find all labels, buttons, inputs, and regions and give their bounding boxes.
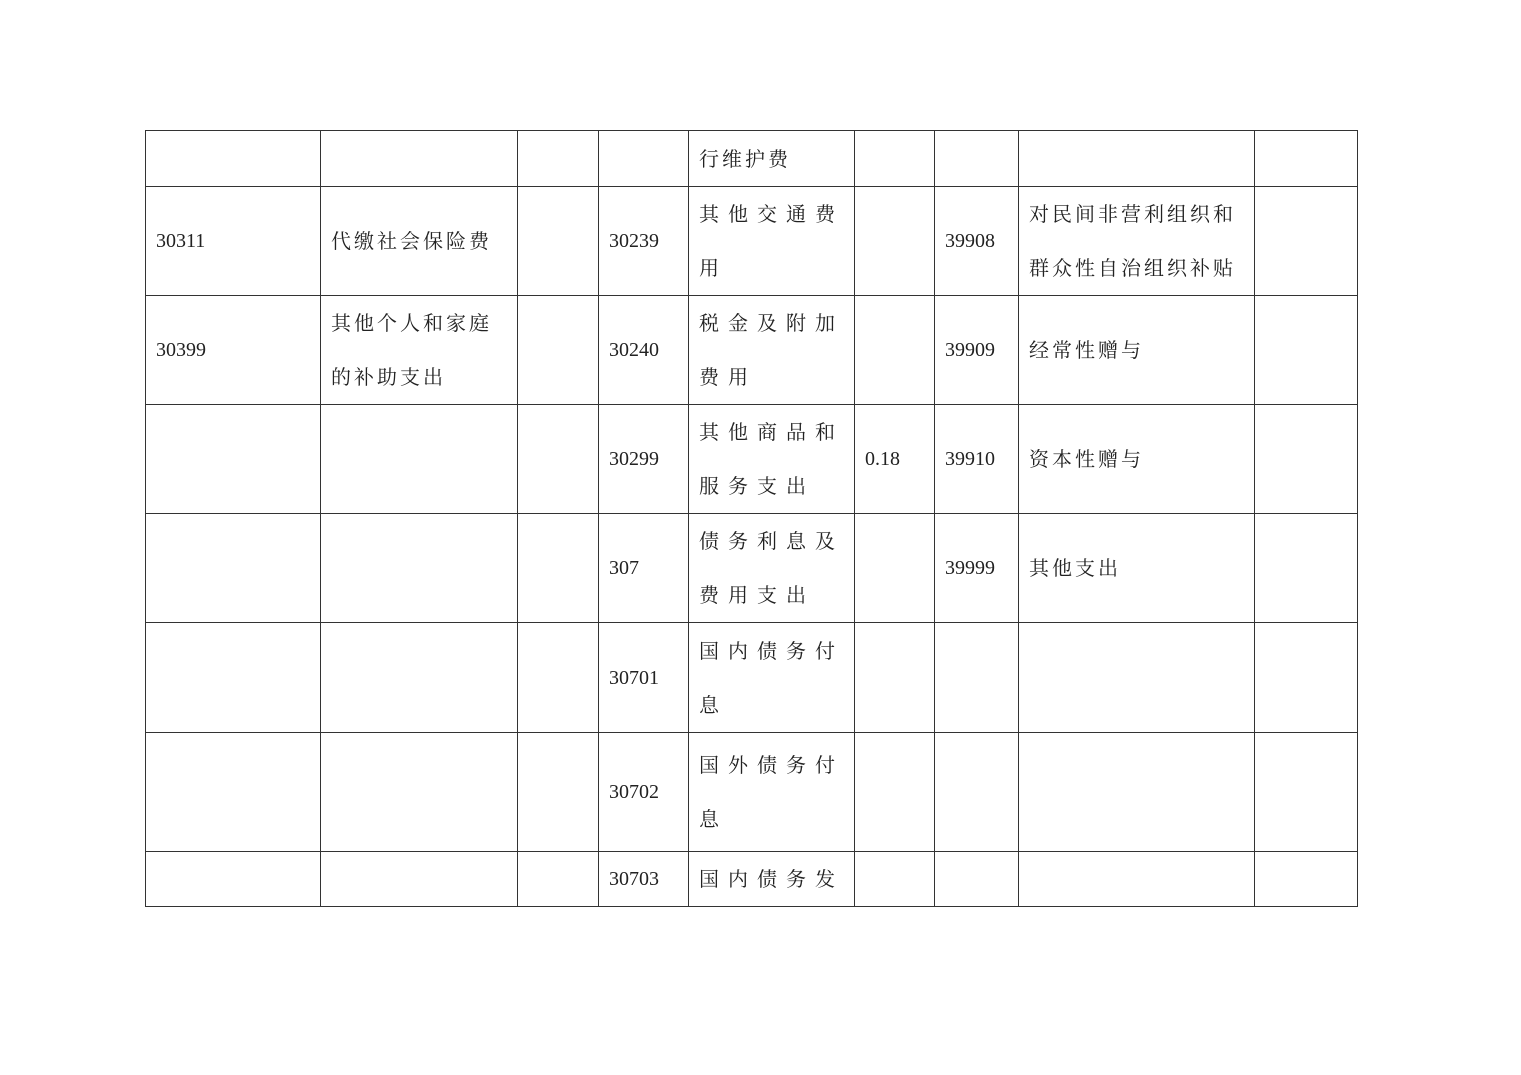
table-cell-amount-b [855, 296, 935, 405]
table-cell-code-b: 30299 [599, 405, 689, 514]
table-cell-amount-b [855, 187, 935, 296]
table-cell-code-a [146, 514, 321, 623]
table-cell-name-a: 代缴社会保险费 [321, 187, 518, 296]
table-cell-amount-a [518, 623, 599, 733]
table-cell-amount-c [1255, 131, 1358, 187]
table-cell-code-c [935, 623, 1019, 733]
table-cell-name-c [1019, 131, 1255, 187]
table-cell-amount-c [1255, 187, 1358, 296]
table-cell-amount-b [855, 514, 935, 623]
table-cell-name-c: 其他支出 [1019, 514, 1255, 623]
table-row [146, 405, 1358, 514]
table-cell-code-b [599, 131, 689, 187]
table-cell-name-b: 税金及附加费用 [689, 296, 855, 405]
table-cell-amount-a [518, 852, 599, 907]
table-cell-amount-b [855, 852, 935, 907]
table-cell-amount-a [518, 514, 599, 623]
table-cell-code-a: 30311 [146, 187, 321, 296]
table-cell-name-a [321, 852, 518, 907]
table-cell-amount-b [855, 733, 935, 852]
table-cell-name-c [1019, 733, 1255, 852]
table-row [146, 514, 1358, 623]
table-row [146, 187, 1358, 296]
table-cell-name-b: 国内债务付息 [689, 623, 855, 733]
table-cell-code-a [146, 733, 321, 852]
table-cell-name-b: 其他交通费用 [689, 187, 855, 296]
table-cell-name-a: 其他个人和家庭的补助支出 [321, 296, 518, 405]
table-row [146, 852, 1358, 907]
table-cell-code-c: 39908 [935, 187, 1019, 296]
table-cell-code-c [935, 733, 1019, 852]
table-cell-code-b: 30240 [599, 296, 689, 405]
table-cell-name-a [321, 405, 518, 514]
table-cell-name-c: 经常性赠与 [1019, 296, 1255, 405]
table-cell-amount-b [855, 131, 935, 187]
table-cell-name-a [321, 514, 518, 623]
table-cell-code-c: 39999 [935, 514, 1019, 623]
budget-classification-table [145, 130, 1358, 907]
table-cell-name-b: 其他商品和服务支出 [689, 405, 855, 514]
table-cell-name-b: 行维护费 [689, 131, 855, 187]
table-cell-amount-a [518, 187, 599, 296]
table-cell-name-b: 国内债务发 [689, 852, 855, 907]
table-cell-name-b: 国外债务付息 [689, 733, 855, 852]
table-cell-amount-b [855, 623, 935, 733]
table-cell-name-a [321, 623, 518, 733]
table-cell-name-b: 债务利息及费用支出 [689, 514, 855, 623]
table-cell-amount-c [1255, 852, 1358, 907]
table-cell-code-c [935, 852, 1019, 907]
table-cell-name-c [1019, 623, 1255, 733]
table-cell-code-a [146, 405, 321, 514]
table-cell-amount-b: 0.18 [855, 405, 935, 514]
table-cell-code-b: 30702 [599, 733, 689, 852]
table-cell-code-b: 30703 [599, 852, 689, 907]
table-cell-name-c: 对民间非营利组织和群众性自治组织补贴 [1019, 187, 1255, 296]
table-row [146, 733, 1358, 852]
table-cell-amount-c [1255, 733, 1358, 852]
table-cell-code-c [935, 131, 1019, 187]
table-cell-code-b: 30239 [599, 187, 689, 296]
table-cell-amount-c [1255, 296, 1358, 405]
table-cell-code-c: 39909 [935, 296, 1019, 405]
table-cell-code-a [146, 623, 321, 733]
table-cell-code-a [146, 852, 321, 907]
table-cell-amount-c [1255, 623, 1358, 733]
table-cell-code-b: 30701 [599, 623, 689, 733]
table-cell-amount-a [518, 131, 599, 187]
table-cell-code-a [146, 131, 321, 187]
table-cell-name-c: 资本性赠与 [1019, 405, 1255, 514]
table-cell-amount-c [1255, 405, 1358, 514]
table-cell-code-a: 30399 [146, 296, 321, 405]
table-cell-code-b: 307 [599, 514, 689, 623]
table-cell-amount-a [518, 405, 599, 514]
table-row [146, 623, 1358, 733]
table-cell-amount-a [518, 733, 599, 852]
table-cell-name-c [1019, 852, 1255, 907]
table-cell-amount-a [518, 296, 599, 405]
table-cell-name-a [321, 733, 518, 852]
table-cell-amount-c [1255, 514, 1358, 623]
table-row [146, 131, 1358, 187]
table-row [146, 296, 1358, 405]
table-cell-name-a [321, 131, 518, 187]
table-cell-code-c: 39910 [935, 405, 1019, 514]
